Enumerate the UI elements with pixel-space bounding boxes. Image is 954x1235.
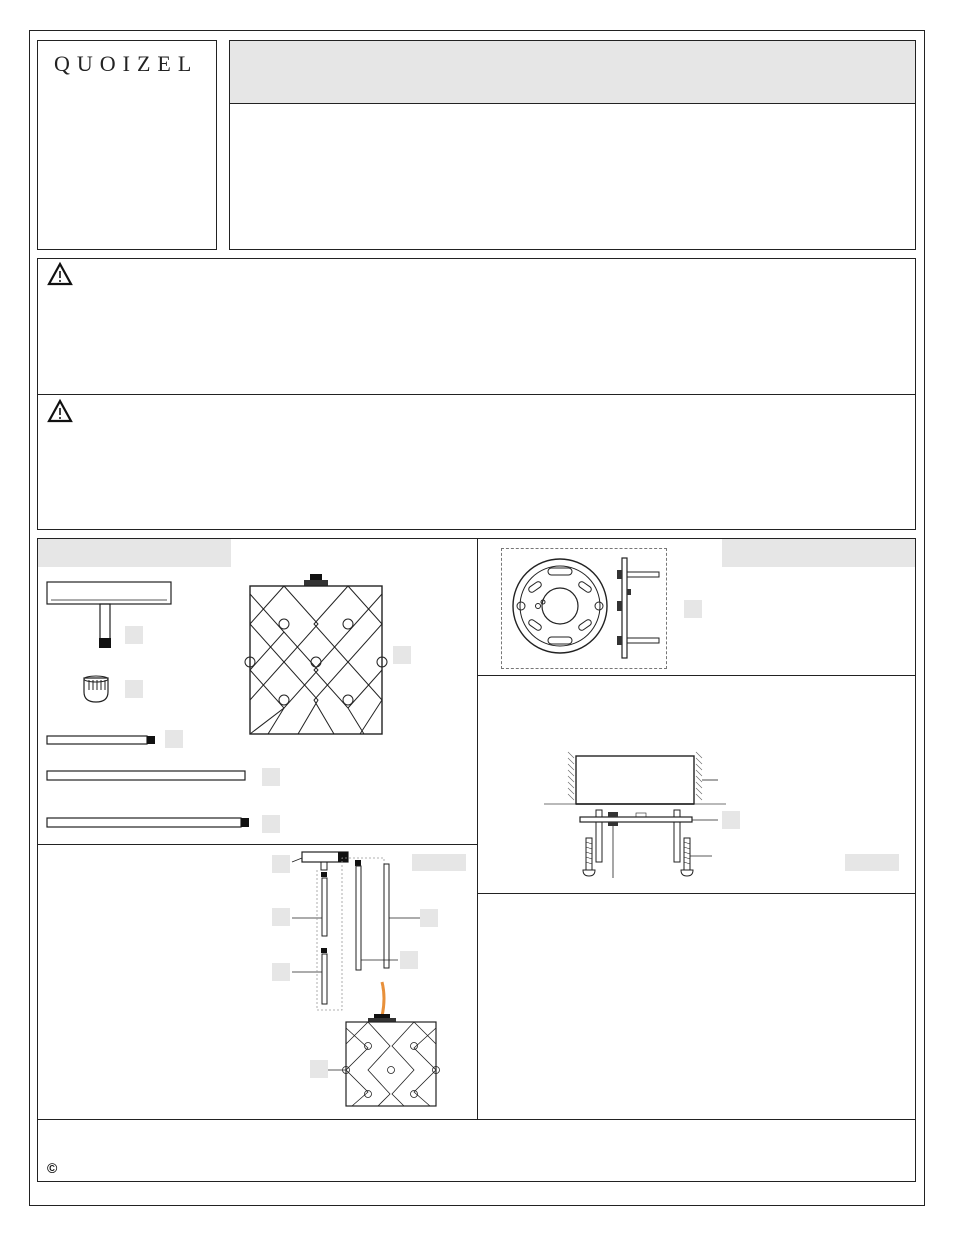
coupling-diagram xyxy=(80,672,112,706)
long-rod-threaded-diagram xyxy=(46,817,252,829)
right-divider-1 xyxy=(477,675,916,676)
left-divider xyxy=(37,844,477,845)
part-label-a xyxy=(125,626,143,644)
crossbar-plate-diagram xyxy=(510,556,610,656)
part-label-c xyxy=(165,730,183,748)
part-label-f xyxy=(393,646,411,664)
warning-triangle-icon xyxy=(47,262,73,286)
right-divider-2 xyxy=(477,893,916,894)
assembly-label-3 xyxy=(272,963,290,981)
assembly-label-1 xyxy=(272,855,290,873)
warnings-box xyxy=(37,258,916,530)
assembly-label-6 xyxy=(310,1060,328,1078)
assembly-label-2 xyxy=(272,908,290,926)
junction-box-mounting-diagram xyxy=(540,750,730,880)
brand-box xyxy=(37,40,217,250)
vertical-divider xyxy=(477,538,478,1120)
short-rod-diagram xyxy=(46,734,158,746)
title-box xyxy=(229,40,916,250)
step1-figure-tag xyxy=(845,854,899,871)
assembly-label-5 xyxy=(400,951,418,969)
part-label-g xyxy=(684,600,702,618)
assembly-label-4 xyxy=(420,909,438,927)
long-rod-diagram xyxy=(46,770,248,782)
footer-divider xyxy=(37,1119,916,1120)
copyright-symbol: © xyxy=(47,1160,58,1176)
part-label-d xyxy=(262,768,280,786)
canopy-diagram xyxy=(45,580,175,655)
part-label-h xyxy=(722,811,740,829)
title-bar xyxy=(230,41,915,104)
part-label-b xyxy=(125,680,143,698)
warnings-divider xyxy=(38,394,915,395)
brand-logo: QUOIZEL xyxy=(54,51,199,76)
hardware-header-tag xyxy=(722,539,915,567)
warning-triangle-icon xyxy=(47,399,73,423)
crossbar-side-diagram xyxy=(614,556,662,660)
shade-diagram xyxy=(248,574,384,736)
assembly-diagram xyxy=(268,848,458,1110)
parts-header-tag xyxy=(38,539,231,567)
part-label-e xyxy=(262,815,280,833)
